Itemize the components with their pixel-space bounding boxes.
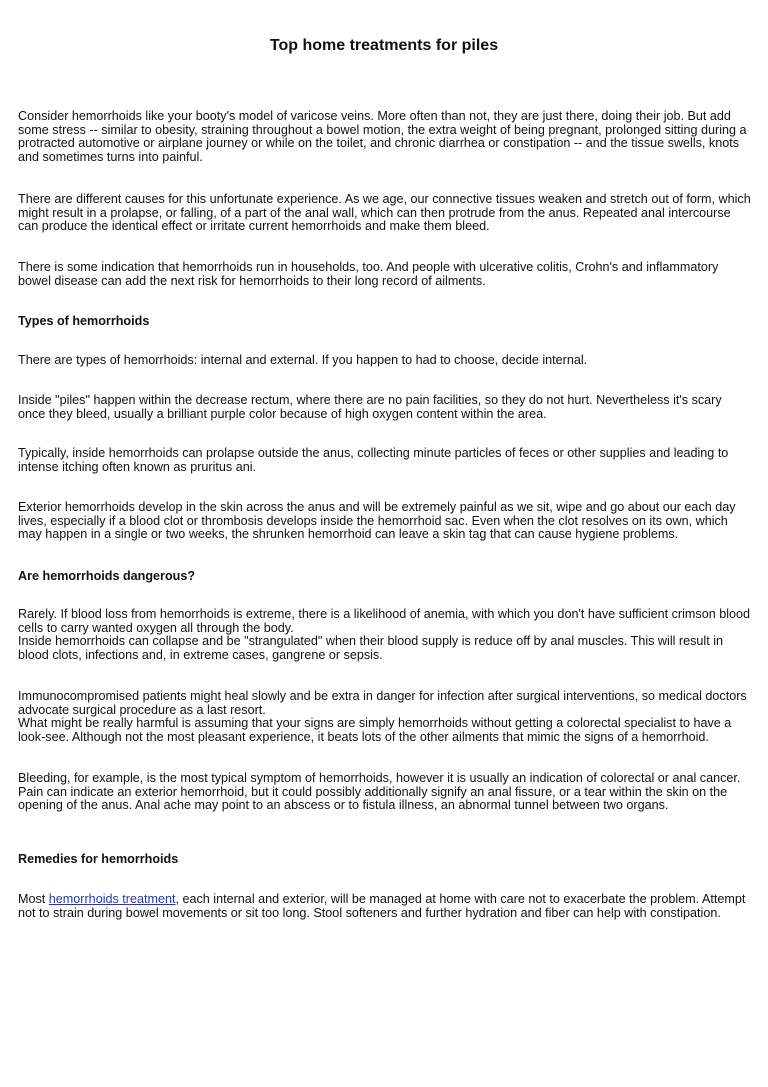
heading-dangerous: Are hemorrhoids dangerous? (18, 569, 196, 583)
hemorrhoids-treatment-link[interactable]: hemorrhoids treatment (48, 892, 176, 906)
text-remedies-end: , each internal and exterior, will be managed at home with care not to exacerbate the problem. Attempt not to strain during bowel movements or sit too long. Stool softeners and further hydration and fiber can help with constipation. (18, 892, 746, 920)
text-remedies-start: Most (18, 892, 49, 906)
heading-types: Types of hemorrhoids (18, 314, 150, 328)
paragraph-internal: Inside "piles" happen within the decrease rectum, where there are no pain facilities, so they do not hurt. Nevertheless it's scary once they bleed, usually a brilliant purple color because of high oxygen content within the area. (18, 393, 722, 421)
paragraph-external: Exterior hemorrhoids develop in the skin across the anus and will be extremely painful as we sit, wipe and go about our each day lives, especially if a blood clot or thrombosis develops inside the hemorrhoid sac. Even when the clot resolves on its own, which may happen in a single or two weeks, the shrunken hemorrhoid can leave a skin tag that can cause hygiene problems. (18, 500, 736, 542)
paragraph-types: There are types of hemorrhoids: internal and external. If you happen to had to choose, decide internal. (18, 353, 588, 367)
paragraph-intro: Consider hemorrhoids like your booty's model of varicose veins. More often than not, they are just there, doing their job. But add some stress -- similar to obesity, straining throughout a bowel motion, the extra weight of being pregnant, prolonged sitting during a protracted automotive or airplane journey or while on the toilet, and chronic diarrhea or constipation -- and the tissue swells, knots and sometimes turns into painful. (18, 109, 747, 164)
text-surgery: Immunocompromised patients might heal slowly and be extra in danger for infection after surgical interventions, so medical doctors advocate surgical procedure as a last resort. (18, 689, 747, 717)
paragraph-causes: There are different causes for this unfortunate experience. As we age, our connective tissues weaken and stretch out of form, which might result in a prolapse, or falling, of a part of the anal wall, which can then protrude from the anus. Repeated anal intercourse can produce the identical effect or irritate current hemorrhoids and make them bleed. (18, 192, 751, 234)
paragraph-immunocompromised (18, 690, 752, 744)
paragraph-risks (18, 608, 752, 662)
text-specialist: What might be really harmful is assuming that your signs are simply hemorrhoids without getting a colorectal specialist to have a look-see. Although not the most pleasant experience, it beats lots of the other ailments that mimic the signs of a hemorrhoid. (18, 716, 732, 744)
paragraph-prolapse: Typically, inside hemorrhoids can prolapse outside the anus, collecting minute particles of feces or other supplies and leading to intense itching often known as pruritus ani. (18, 446, 729, 474)
text-anemia: Rarely. If blood loss from hemorrhoids is extreme, there is a likelihood of anemia, with which you don't have sufficient crimson blood cells to carry wanted oxygen all through the body. (18, 607, 751, 635)
text-strangulated: Inside hemorrhoids can collapse and be "strangulated" when their blood supply is reduce off by anal muscles. This will result in blood clots, infections and, in extreme cases, gangrene or sepsis. (18, 634, 724, 662)
paragraph-heredity: There is some indication that hemorrhoids run in households, too. And people with ulcerative colitis, Crohn's and inflammatory bowel disease can add the next risk for hemorrhoids to their long record of ailments. (18, 260, 719, 288)
heading-remedies: Remedies for hemorrhoids (18, 852, 179, 866)
paragraph-bleeding: Bleeding, for example, is the most typical symptom of hemorrhoids, however it is usually an indication of colorectal or anal cancer. Pain can indicate an exterior hemorrhoid, but it could possibly additionally signify an anal fissure, or a tear within the skin on the opening of the anus. Anal ache may point to an abscess or to fistula illness, an abnormal tunnel between two organs. (18, 771, 741, 813)
paragraph-remedies (18, 893, 752, 920)
page-title: Top home treatments for piles (269, 37, 499, 54)
